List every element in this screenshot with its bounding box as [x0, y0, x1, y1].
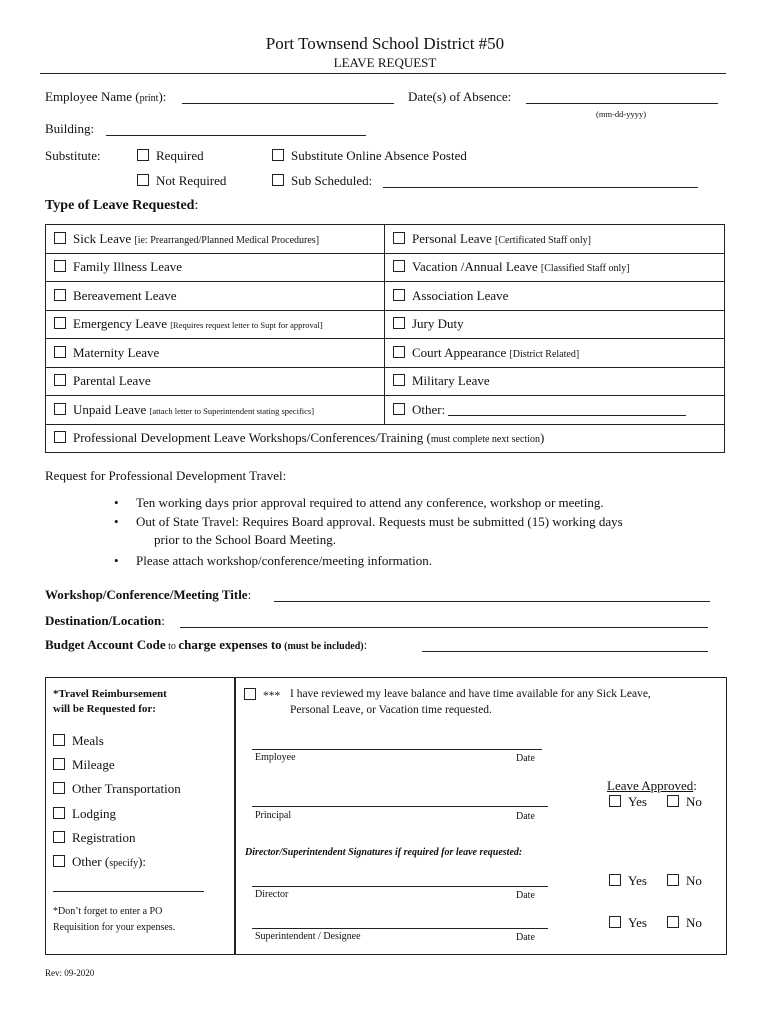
checkbox[interactable] — [53, 855, 65, 867]
sub-scheduled-field[interactable] — [383, 187, 698, 188]
destination-label: Destination/Location: — [45, 613, 165, 628]
destination-field[interactable] — [180, 627, 708, 628]
date-format-hint: (mm-dd-yyyy) — [596, 109, 647, 119]
balance-statement-2: Personal Leave, or Vacation time requested. — [290, 704, 492, 716]
table-row — [46, 339, 725, 368]
checkbox[interactable] — [54, 289, 66, 301]
checkbox[interactable] — [272, 174, 284, 186]
leave-type-table — [45, 224, 725, 453]
sub-online-posted-option[interactable]: Substitute Online Absence Posted — [272, 148, 467, 164]
checkbox[interactable] — [54, 260, 66, 272]
table-row — [46, 396, 725, 425]
checkbox[interactable] — [393, 374, 405, 386]
bullet-item-continued: prior to the School Board Meeting. — [154, 532, 336, 547]
reimb-other-field[interactable] — [53, 891, 204, 892]
checkbox[interactable] — [667, 795, 679, 807]
director-note: Director/Superintendent Signatures if required for leave requested: — [245, 847, 523, 858]
sub-required-option[interactable]: Required — [137, 148, 204, 164]
principal-label: Principal — [255, 810, 292, 821]
po-note-2: Requisition for your expenses. — [53, 922, 176, 933]
checkbox[interactable] — [609, 874, 621, 886]
date-label: Date — [516, 753, 535, 764]
checkbox[interactable] — [393, 289, 405, 301]
leave-option[interactable]: Emergency Leave [Requires request letter to Supt for approval] — [46, 310, 385, 339]
building-label: Building: — [45, 121, 95, 136]
workshop-title-label: Workshop/Conference/Meeting Title: — [45, 587, 252, 602]
leave-option[interactable]: Family Illness Leave — [46, 253, 385, 282]
reimb-mileage[interactable]: Mileage — [53, 757, 115, 773]
checkbox[interactable] — [667, 916, 679, 928]
table-row — [46, 225, 725, 254]
leave-option[interactable]: Sick Leave [ie: Prearranged/Planned Medical Procedures] — [46, 225, 385, 254]
reimb-other-transportation[interactable]: Other Transportation — [53, 781, 181, 797]
director-label: Director — [255, 889, 289, 900]
other-leave-field[interactable] — [448, 415, 686, 416]
reimbursement-title: *Travel Reimbursement — [53, 688, 167, 700]
checkbox[interactable] — [54, 317, 66, 329]
checkbox[interactable] — [667, 874, 679, 886]
table-row — [46, 282, 725, 311]
employee-signature-line[interactable] — [252, 749, 542, 750]
leave-option[interactable]: Court Appearance [District Related] — [385, 339, 725, 368]
checkbox[interactable] — [54, 374, 66, 386]
bullet-item: • Ten working days prior approval required to attend any conference, workshop or meeting. — [117, 495, 604, 511]
dates-of-absence-label: Date(s) of Absence: — [408, 89, 512, 104]
checkbox[interactable] — [272, 149, 284, 161]
revision-note: Rev: 09-2020 — [45, 968, 95, 978]
checkbox[interactable] — [54, 403, 66, 415]
leave-option[interactable]: Association Leave — [385, 282, 725, 311]
checkbox[interactable] — [609, 916, 621, 928]
principal-approve-yes[interactable]: Yes — [609, 794, 647, 810]
employee-name-field[interactable] — [182, 103, 394, 104]
bullet-item: • Out of State Travel: Requires Board approval. Requests must be submitted (15) working days — [117, 514, 623, 530]
district-title: Port Townsend School District #50 — [265, 34, 505, 53]
balance-statement: I have reviewed my leave balance and have time available for any Sick Leave, — [290, 688, 651, 700]
leave-option-other[interactable]: Other: — [385, 396, 725, 425]
director-approve-yes[interactable]: Yes — [609, 873, 647, 889]
date-label: Date — [516, 932, 535, 943]
table-row — [46, 253, 725, 282]
checkbox[interactable] — [54, 431, 66, 443]
reimb-other[interactable]: Other (specify): — [53, 854, 146, 870]
reimb-meals[interactable]: Meals — [53, 733, 104, 749]
leave-option[interactable]: Vacation /Annual Leave [Classified Staff only] — [385, 253, 725, 282]
reimb-lodging[interactable]: Lodging — [53, 806, 116, 822]
balance-confirm[interactable]: *** — [244, 688, 280, 702]
employee-label: Employee — [255, 752, 296, 763]
leave-option[interactable]: Personal Leave [Certificated Staff only] — [385, 225, 725, 254]
date-label: Date — [516, 890, 535, 901]
approval-box — [234, 677, 727, 955]
budget-code-field[interactable] — [422, 651, 708, 652]
budget-code-label: Budget Account Code to charge expenses to (must be included): — [45, 637, 368, 652]
leave-option[interactable]: Unpaid Leave [attach letter to Superintendent stating specifics] — [46, 396, 385, 425]
employee-name-label: Employee Name (print): — [45, 89, 167, 104]
checkbox[interactable] — [393, 260, 405, 272]
header-divider — [40, 73, 726, 74]
bullet-item: • Please attach workshop/conference/meeting information. — [117, 553, 432, 569]
leave-option[interactable]: Military Leave — [385, 367, 725, 396]
table-row — [46, 424, 725, 453]
superintendent-label: Superintendent / Designee — [255, 931, 361, 942]
form-title: LEAVE REQUEST — [333, 55, 437, 70]
checkbox[interactable] — [53, 782, 65, 794]
dates-of-absence-field[interactable] — [526, 103, 718, 104]
checkbox[interactable] — [393, 232, 405, 244]
leave-option[interactable]: Bereavement Leave — [46, 282, 385, 311]
checkbox[interactable] — [393, 346, 405, 358]
checkbox[interactable] — [244, 688, 256, 700]
checkbox[interactable] — [53, 758, 65, 770]
checkbox[interactable] — [54, 346, 66, 358]
checkbox[interactable] — [53, 831, 65, 843]
superintendent-signature-line[interactable] — [252, 928, 548, 929]
date-label: Date — [516, 811, 535, 822]
checkbox[interactable] — [53, 734, 65, 746]
checkbox[interactable] — [393, 317, 405, 329]
substitute-label: Substitute: — [45, 148, 101, 163]
sub-scheduled-option[interactable]: Sub Scheduled: — [272, 173, 372, 189]
table-row — [46, 367, 725, 396]
principal-signature-line[interactable] — [252, 806, 548, 807]
superintendent-approve-no[interactable]: No — [667, 915, 702, 931]
reimb-registration[interactable]: Registration — [53, 830, 136, 846]
checkbox[interactable] — [54, 232, 66, 244]
leave-option[interactable]: Maternity Leave — [46, 339, 385, 368]
checkbox[interactable] — [53, 807, 65, 819]
checkbox[interactable] — [137, 174, 149, 186]
travel-heading: Request for Professional Development Travel: — [45, 468, 287, 483]
reimbursement-subtitle: will be Requested for: — [53, 703, 156, 715]
leave-approved-label: Leave Approved: — [607, 778, 697, 793]
checkbox[interactable] — [609, 795, 621, 807]
superintendent-approve-yes[interactable]: Yes — [609, 915, 647, 931]
building-field[interactable] — [106, 135, 366, 136]
checkbox[interactable] — [137, 149, 149, 161]
po-note: *Don’t forget to enter a PO — [53, 906, 163, 917]
table-row — [46, 310, 725, 339]
principal-approve-no[interactable]: No — [667, 794, 702, 810]
leave-option-professional-development[interactable]: Professional Development Leave Workshops/Conferences/Training (must complete next section) — [46, 424, 725, 453]
leave-option[interactable]: Parental Leave — [46, 367, 385, 396]
sub-not-required-option[interactable]: Not Required — [137, 173, 226, 189]
director-approve-no[interactable]: No — [667, 873, 702, 889]
checkbox[interactable] — [393, 403, 405, 415]
workshop-title-field[interactable] — [274, 601, 710, 602]
director-signature-line[interactable] — [252, 886, 548, 887]
leave-option[interactable]: Jury Duty — [385, 310, 725, 339]
leave-type-heading: Type of Leave Requested: — [45, 198, 199, 213]
